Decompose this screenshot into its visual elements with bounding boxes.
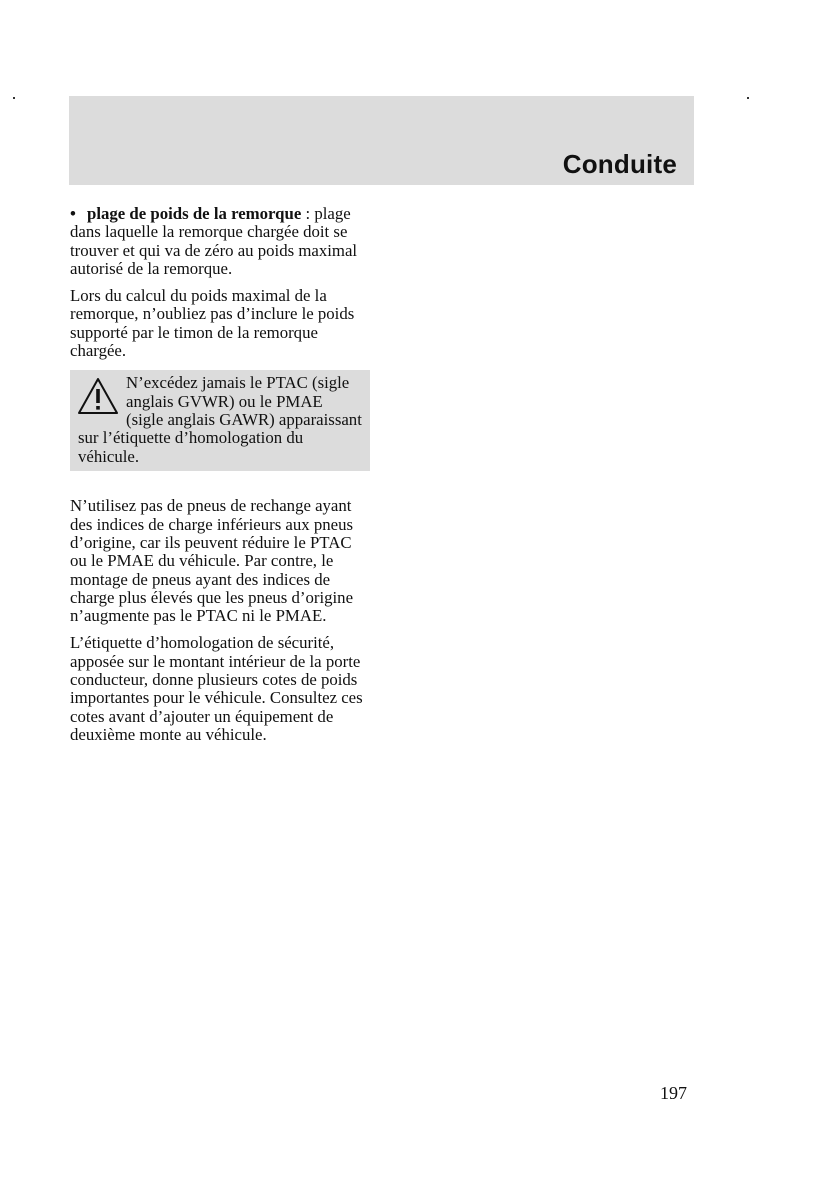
crop-mark-left [13,97,15,99]
text-column [70,205,370,753]
warning-text: N’excédez jamais le PTAC (sigle anglais GVWR) ou le PMAE (sigle anglais GAWR) apparaissant sur l’étiquette d’homologation du véhicule. [78,373,362,466]
bullet-symbol: • [70,204,76,223]
bullet-term: plage de poids de la remorque [87,204,302,223]
crop-mark-right [747,97,749,99]
bullet-definition: plage dans laquelle la remorque chargée doit se trouver et qui va de zéro au poids maximal autorisé de la remorque. [70,204,358,278]
warning-triangle-icon [76,376,120,416]
page-number: 197 [660,1083,687,1103]
bullet-separator: : [301,204,311,223]
paragraph-trailer-weight: Lors du calcul du poids maximal de la remorque, n’oubliez pas d’inclure le poids supporté par le timon de la remorque chargée. [70,286,355,361]
warning-box [70,370,370,471]
spacer [70,471,370,497]
section-header [69,96,694,185]
bullet-item [70,205,370,278]
section-title: Conduite [562,149,677,179]
paragraph-tires: N’utilisez pas de pneus de rechange ayant des indices de charge inférieurs aux pneus d’origine, car ils peuvent réduire le PTAC ou le PMAE du véhicule. Par contre, le montage de pneus ayant des indices de charge plus élevés que les pneus d’origine n’augmente pas le PTAC ni le PMAE. [70,496,354,626]
paragraph-certification-label: L’étiquette d’homologation de sécurité, apposée sur le montant intérieur de la porte conducteur, donne plusieurs cotes de poids importantes pour le véhicule. Consultez ces cotes avant d’ajouter un équipement de deuxième monte au véhicule. [70,633,363,744]
